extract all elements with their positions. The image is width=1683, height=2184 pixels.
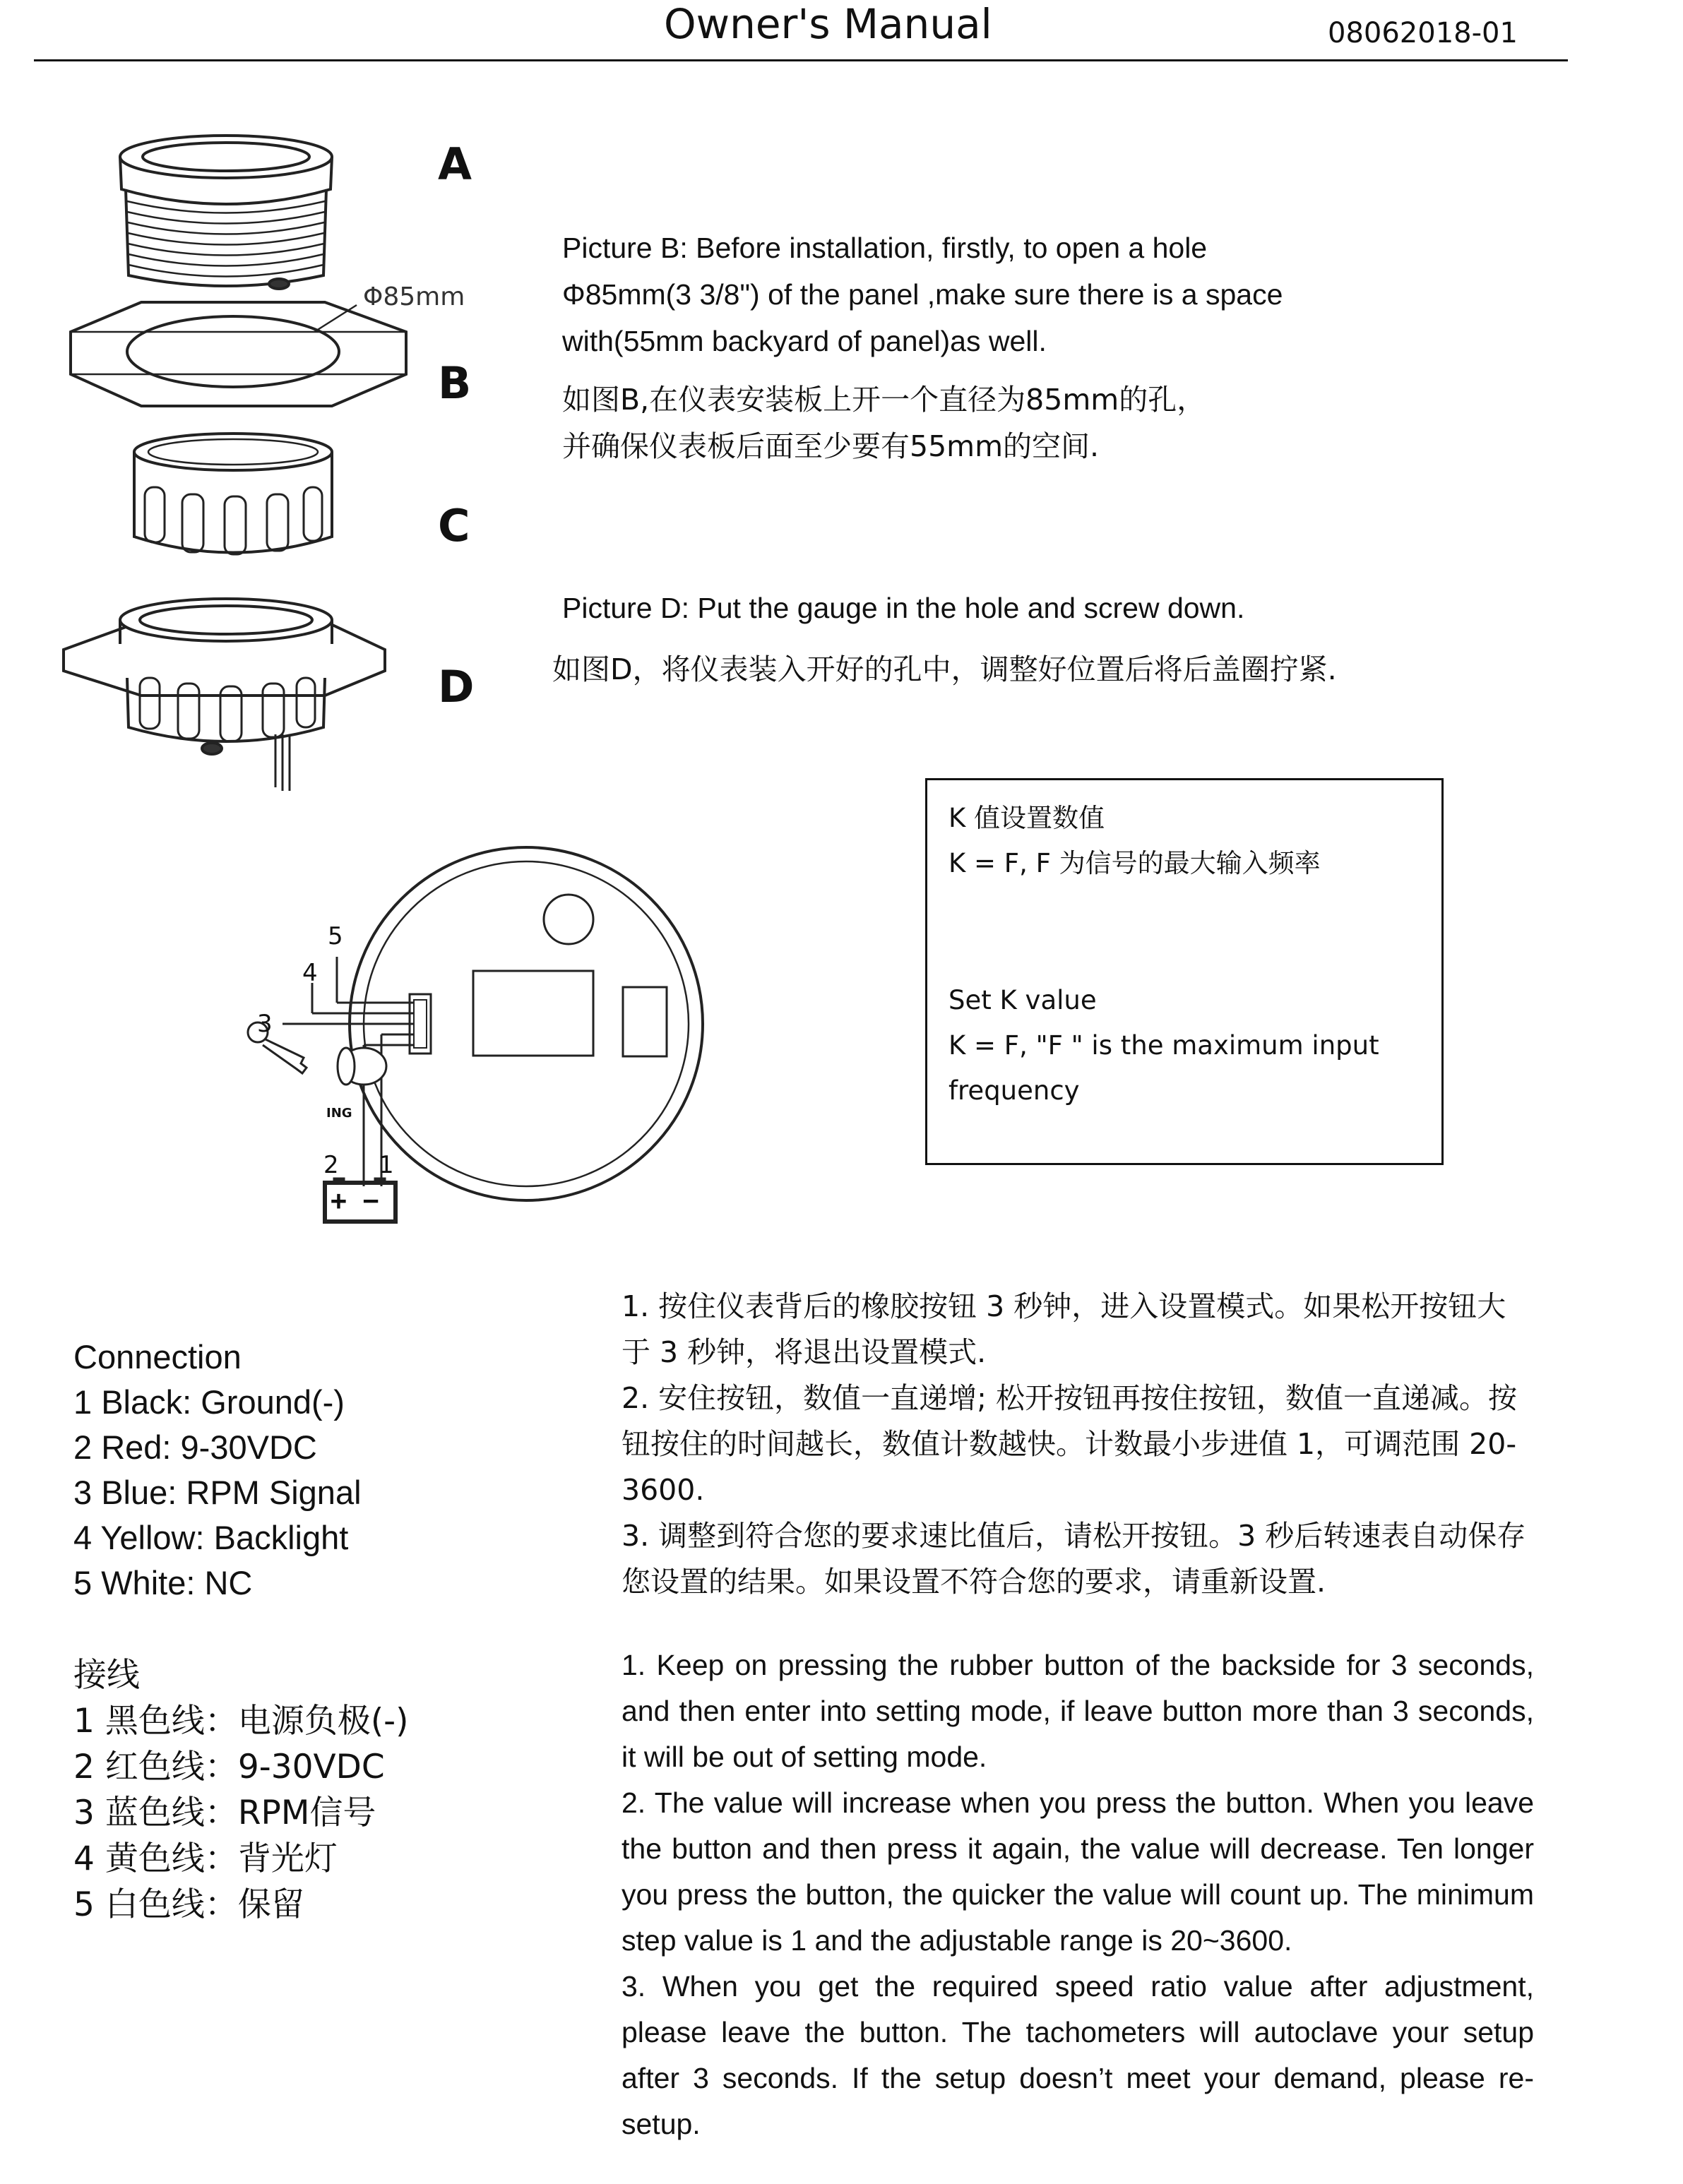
part-label-d: D — [438, 661, 475, 712]
step-en-1: 1. Keep on pressing the rubber button of the backside for 3 seconds, and then enter into setting mode, if leave button more than 3 seconds, it will be out of setting mode. — [622, 1649, 1534, 1773]
connection-title: Connection — [73, 1338, 242, 1376]
wire-label-1: 1 — [379, 1151, 394, 1179]
panel-plate-part-b — [71, 302, 406, 406]
wiring-diagram — [233, 833, 727, 1243]
ignition-label: ING — [326, 1106, 352, 1121]
picture-d-en: Picture D: Put the gauge in the hole and screw down. — [562, 592, 1245, 624]
k-box-cn-formula: K = F, F 为信号的最大输入频率 — [948, 848, 1321, 878]
assembled-gauge-part-d — [64, 599, 385, 791]
picture-b-en-line-2: Φ85mm(3 3/8") of the panel ,make sure there is a space — [562, 278, 1283, 311]
step-cn-2: 2. 安住按钮，数值一直递增; 松开按钮再按住按钮，数值一直递减。按钮按住的时间越长，数值计数越快。计数最小步进值 1，可调范围 20-3600. — [622, 1381, 1517, 1507]
connection-cn-item: 5 白色线：保留 — [73, 1885, 304, 1924]
picture-d-cn: 如图D，将仪表装入开好的孔中，调整好位置后将后盖圈拧紧. — [552, 652, 1337, 686]
setting-steps-cn — [622, 1284, 1534, 1605]
connection-list-cn — [73, 1652, 408, 1928]
wire-label-3: 3 — [257, 1010, 273, 1038]
locking-ring-part-c — [134, 434, 332, 554]
document-code: 08062018-01 — [1328, 17, 1518, 49]
connection-cn-item: 4 黄色线：背光灯 — [73, 1839, 338, 1878]
k-box-en-title: Set K value — [948, 985, 1097, 1015]
step-en-3: 3. When you get the required speed ratio value after adjustment, please leave the button. The tachometers will autoclave your setup after 3 seconds. If the setup doesn’t meet your demand, please re-setup. — [622, 1970, 1534, 2140]
page-title: Owner's Manual — [664, 0, 992, 48]
picture-b-en-line-1: Picture B: Before installation, firstly, to open a hole — [562, 232, 1208, 264]
k-value-box — [925, 778, 1444, 1165]
connection-cn-item: 1 黑色线：电源负极(-) — [73, 1702, 409, 1741]
picture-b-cn-line-1: 如图B,在仪表安装板上开一个直径为85mm的孔， — [562, 383, 1206, 417]
k-box-cn-title: K 值设置数值 — [948, 803, 1105, 833]
step-cn-3: 3. 调整到符合您的要求速比值后，请松开按钮。3 秒后转速表自动保存您设置的结果。如果设置不符合您的要求，请重新设置. — [622, 1519, 1526, 1599]
connection-cn-item: 2 红色线：9-30VDC — [73, 1748, 385, 1786]
hole-diameter-label: Φ85mm — [363, 282, 465, 311]
setting-steps-en — [622, 1642, 1534, 2147]
connection-cn-item: 3 蓝色线：RPM信号 — [73, 1794, 376, 1832]
wire-label-4: 4 — [302, 959, 318, 987]
connection-item: 4 Yellow: Backlight — [73, 1519, 349, 1556]
step-cn-1: 1. 按住仪表背后的橡胶按钮 3 秒钟，进入设置模式。如果松开按钮大于 3 秒钟，将退出设置模式. — [622, 1289, 1506, 1369]
step-en-2: 2. The value will increase when you press the button. When you leave the button and then press it again, the value will decrease. Ten longer you press the button, the quicker the value will count up. The minimum step value is 1 and the adjustable range is 20~3600. — [622, 1786, 1534, 1957]
wire-label-5: 5 — [328, 922, 343, 950]
connection-item: 1 Black: Ground(-) — [73, 1383, 345, 1421]
wire-label-2: 2 — [323, 1151, 339, 1179]
battery-polarity-label: + − — [331, 1185, 379, 1216]
k-box-en-formula-cont: frequency — [948, 1075, 1080, 1106]
connection-item: 2 Red: 9-30VDC — [73, 1428, 317, 1466]
picture-b-en-line-3: with(55mm backyard of panel)as well. — [562, 325, 1047, 357]
installation-diagram — [0, 0, 494, 819]
k-box-en-formula: K = F, "F " is the maximum input — [948, 1030, 1379, 1061]
connection-item: 5 White: NC — [73, 1564, 253, 1601]
connection-item: 3 Blue: RPM Signal — [73, 1474, 362, 1511]
connection-list — [73, 1335, 362, 1606]
part-label-c: C — [438, 500, 470, 551]
part-label-a: A — [438, 138, 472, 190]
part-label-b: B — [438, 357, 472, 409]
picture-b-cn-line-2: 并确保仪表板后面至少要有55mm的空间. — [562, 429, 1100, 463]
connection-cn-title: 接线 — [73, 1656, 140, 1695]
gauge-body-part-a — [120, 136, 332, 289]
